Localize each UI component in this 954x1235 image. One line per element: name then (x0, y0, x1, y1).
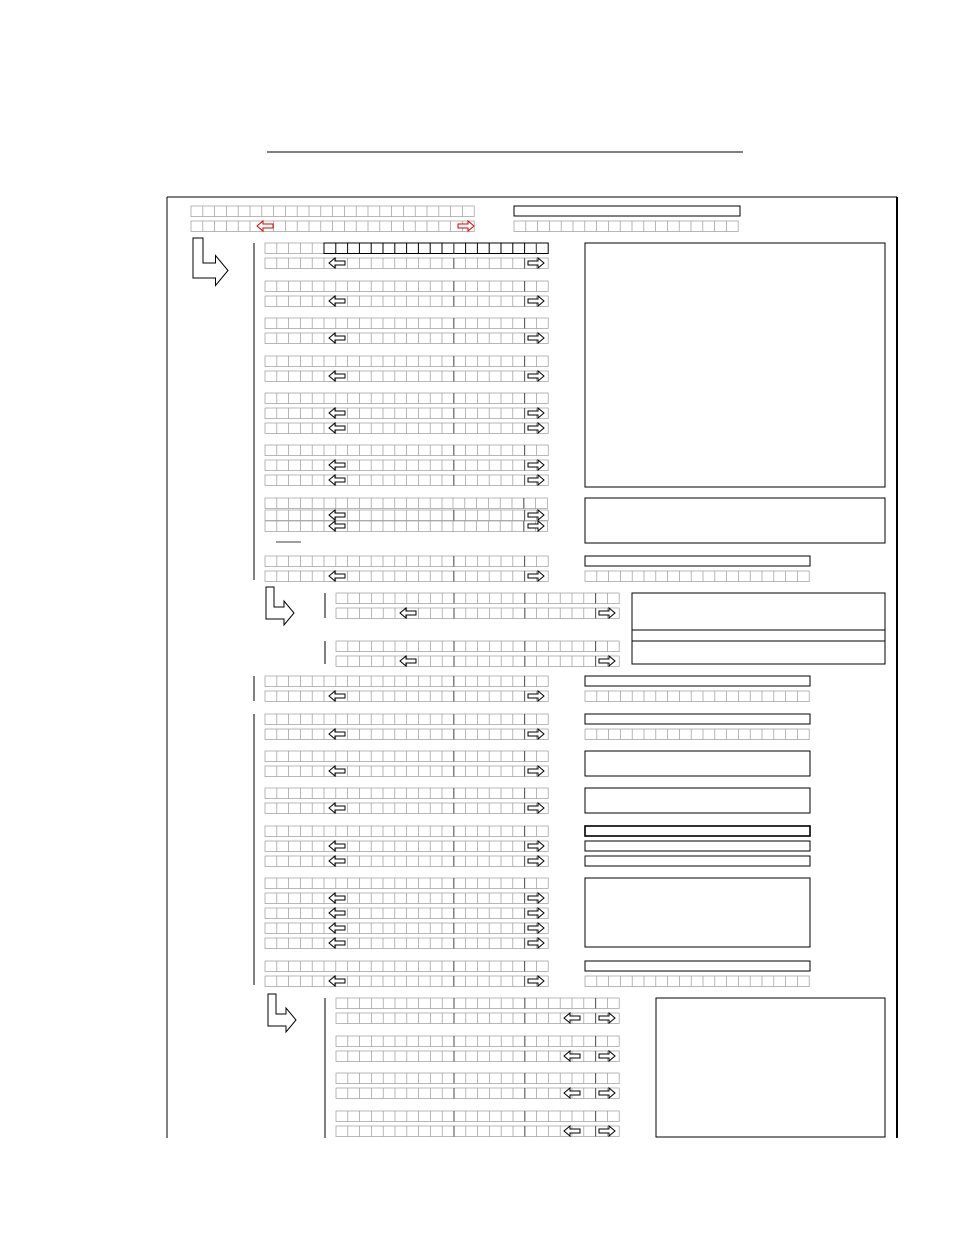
lcd-row-border (585, 729, 809, 740)
lcd-cell-row (453, 498, 547, 509)
lcd-cell-row (585, 729, 809, 740)
value-label-box (585, 714, 810, 724)
menu-entry (265, 676, 548, 702)
lcd-cell-row (265, 826, 548, 837)
value-label-box (585, 961, 810, 971)
lcd-cell-row (265, 923, 548, 934)
large-description-box (585, 243, 885, 487)
lcd-cell-row (514, 221, 738, 232)
submenu-branch (268, 994, 885, 1138)
lcd-cell-row (265, 841, 548, 852)
lcd-cell-row (265, 878, 548, 889)
description-panel (585, 243, 885, 582)
lcd-cell-row (265, 729, 548, 740)
lcd-cell-row (336, 1073, 619, 1084)
description-box (585, 788, 810, 813)
menu-entry-partial (265, 498, 548, 542)
lcd-cell-row (265, 393, 548, 404)
lcd-cell-row (265, 371, 548, 382)
lcd-row-border (324, 243, 548, 254)
value-label-box (585, 826, 810, 836)
lcd-row-border (514, 221, 738, 232)
lcd-cell-row (265, 976, 548, 987)
lcd-cell-row (265, 460, 548, 471)
submenu-entry (336, 593, 619, 619)
second-menu-section (254, 714, 810, 987)
lcd-cell-row (336, 998, 619, 1009)
lcd-cell-row (265, 243, 324, 254)
header-label-box (514, 206, 740, 216)
value-label-box (585, 856, 810, 866)
lcd-cell-row (336, 608, 619, 619)
lcd-cell-row (265, 423, 548, 434)
submenu-entry (336, 1073, 619, 1099)
lcd-cell-row (265, 408, 548, 419)
menu-entry (265, 788, 548, 814)
lcd-cell-row (265, 556, 548, 567)
description-box (585, 878, 810, 947)
lcd-cell-row (265, 714, 548, 725)
submenu-branch (266, 587, 885, 667)
lcd-cell-row (265, 961, 548, 972)
lcd-cell-row (265, 318, 548, 329)
menu-entry (265, 281, 548, 307)
lcd-row-border (265, 243, 324, 254)
lcd-cell-row (265, 258, 548, 269)
lcd-cell-row (265, 893, 548, 904)
lcd-cell-row (336, 1111, 619, 1122)
lcd-cell-row (265, 356, 548, 367)
description-panel (585, 714, 810, 987)
menu-entry (265, 356, 548, 382)
lcd-cell-row (265, 498, 454, 509)
lcd-cell-row (265, 510, 548, 521)
menu-entry (265, 714, 548, 740)
lcd-cell-row (265, 938, 548, 949)
submenu-entry (336, 1111, 619, 1137)
menu-entry (265, 751, 548, 777)
lcd-cell-row (191, 221, 474, 232)
submenu-entry (336, 1036, 619, 1062)
lcd-cell-row (585, 571, 809, 582)
menu-entry-highlighted (265, 243, 548, 269)
lcd-cell-row (191, 206, 474, 217)
value-label-box (585, 676, 810, 686)
elbow-arrow-icon (193, 238, 228, 286)
lcd-cell-row (324, 243, 548, 254)
lcd-cell-row (265, 333, 548, 344)
lcd-cell-row (265, 766, 548, 777)
lcd-row-border (585, 691, 809, 702)
lcd-cell-row (336, 1036, 619, 1047)
menu-entry (265, 556, 548, 582)
lcd-cell-row (265, 803, 548, 814)
lcd-cell-row (336, 593, 619, 604)
menu-entry (265, 826, 548, 867)
lcd-cell-row (265, 908, 548, 919)
elbow-arrow-icon (268, 994, 296, 1032)
menu-entry (265, 318, 548, 344)
lcd-cell-row (265, 856, 548, 867)
description-box (585, 751, 810, 776)
lcd-cell-row (265, 475, 548, 486)
lcd-cell-row (265, 788, 548, 799)
menu-entry (265, 393, 548, 434)
lcd-cell-row (265, 521, 454, 532)
single-entry (254, 676, 810, 702)
value-label-box (585, 841, 810, 851)
submenu-description-box (656, 998, 885, 1137)
lcd-cell-row (265, 691, 548, 702)
description-box (585, 498, 885, 543)
lcd-cell-row (336, 656, 619, 667)
lcd-cell-row (265, 445, 548, 456)
lcd-cell-row (585, 691, 809, 702)
submenu-entry (336, 641, 619, 667)
menu-entry (265, 878, 548, 949)
lcd-cell-row (585, 976, 809, 987)
elbow-arrow-icon (266, 587, 294, 625)
lcd-row-border (585, 571, 809, 582)
lcd-cell-row (265, 296, 548, 307)
lcd-cell-row (265, 571, 548, 582)
menu-entry (265, 961, 548, 987)
menu-entry (265, 445, 548, 486)
lcd-cell-row (265, 751, 548, 762)
main-menu-column (254, 243, 885, 582)
submenu-entry (336, 998, 619, 1024)
value-label-box (585, 556, 810, 566)
lcd-cell-row (336, 641, 619, 652)
lcd-cell-row (265, 281, 548, 292)
submenu-description-box (632, 593, 885, 664)
lcd-cell-row (265, 676, 548, 687)
lcd-row-border (585, 976, 809, 987)
